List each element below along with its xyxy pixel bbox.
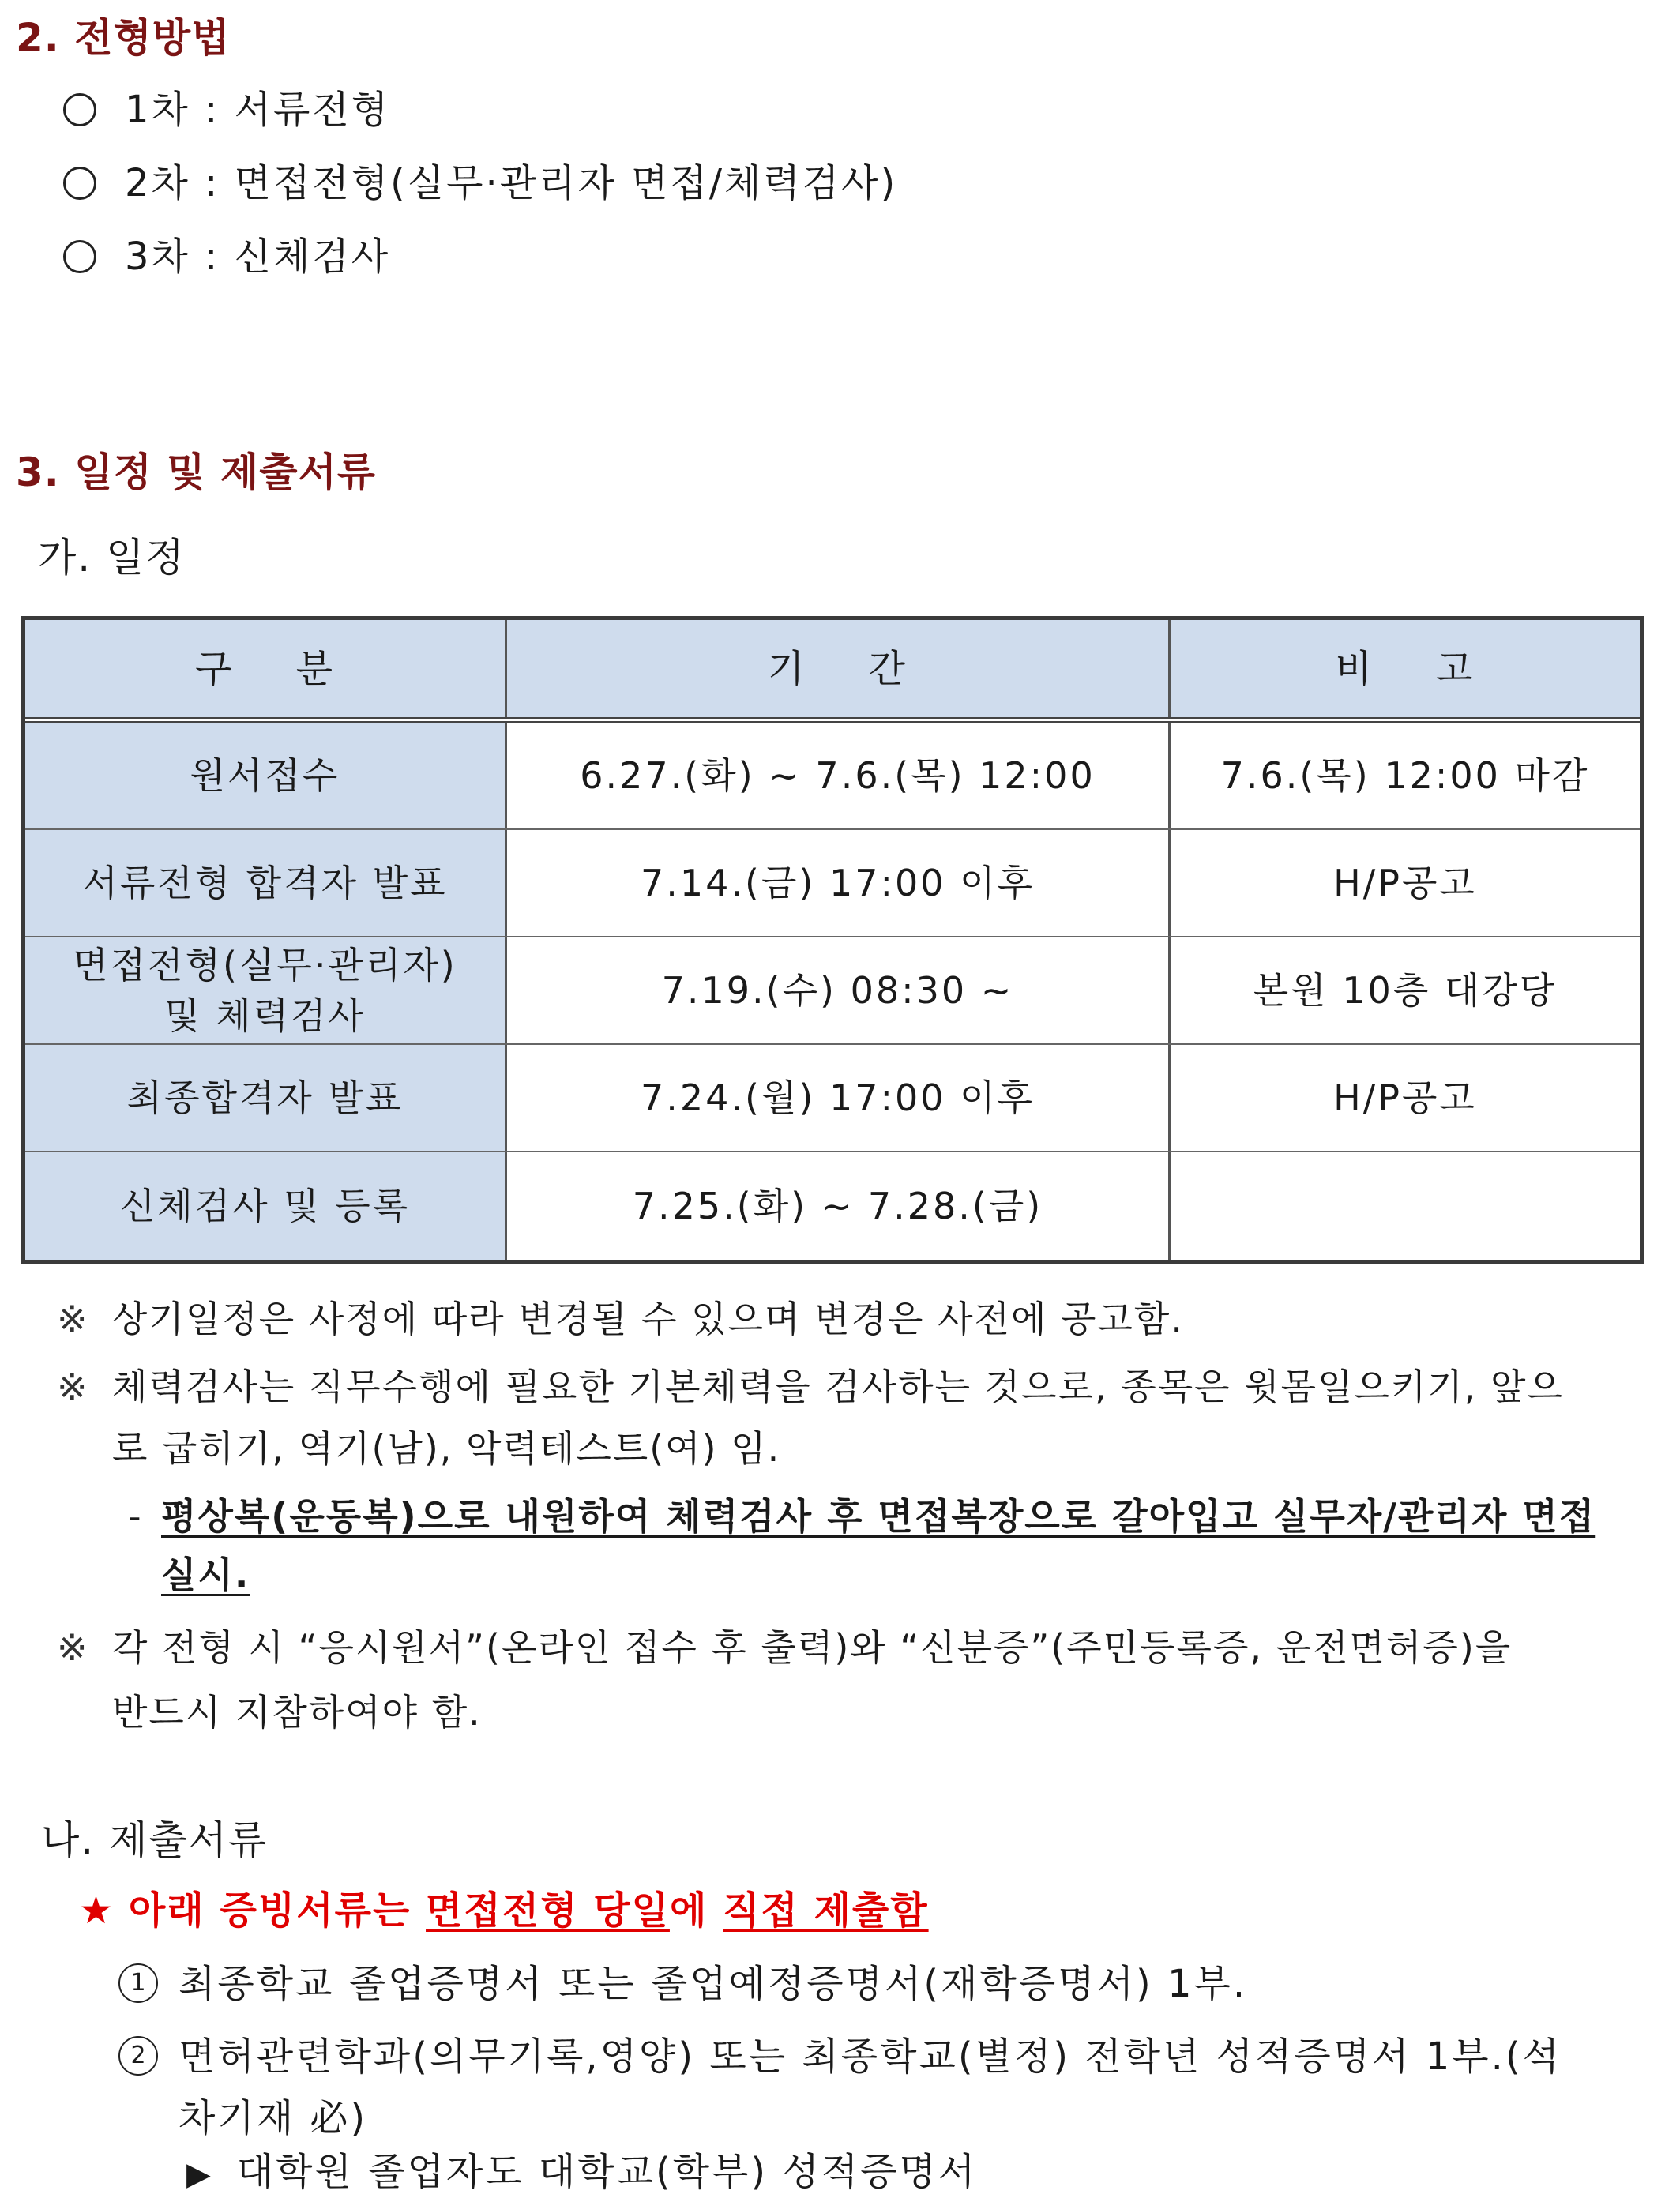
row-category-line-2: 및 체력검사 <box>164 994 366 1037</box>
header-period: 기 간 <box>507 620 1171 717</box>
row-remarks: 본원 10층 대강당 <box>1253 969 1558 1012</box>
table-row <box>25 937 1640 1045</box>
star-icon: ★ <box>79 1888 115 1933</box>
document-item-2-sub-text: 대학원 졸업자도 대학교(학부) 성적증명서 <box>236 2150 978 2194</box>
red-notice <box>79 1880 929 1934</box>
red-notice-text-2: 면접전형 당일 <box>426 1888 670 1933</box>
documents-subheading: 나. 제출서류 <box>41 1817 269 1863</box>
red-notice-text-3: 에 <box>669 1888 723 1933</box>
row-remarks: 7.6.(목) 12:00 마감 <box>1220 754 1590 797</box>
circled-number-icon: 1 <box>118 1963 158 2003</box>
method-item-1-text: 1차 : 서류전형 <box>125 88 391 132</box>
red-notice-text-1: 아래 증빙서류는 <box>129 1888 427 1933</box>
table-header-row <box>25 620 1640 723</box>
document-item-1 <box>118 1951 1247 2017</box>
circled-number-icon: 2 <box>118 2036 158 2076</box>
row-period: 7.14.(금) 17:00 이후 <box>507 830 1171 936</box>
schedule-subheading: 가. 일정 <box>38 535 186 580</box>
table-row <box>25 830 1640 937</box>
method-item-2 <box>63 152 897 207</box>
section-2-heading: 2. 전형방법 <box>16 15 231 61</box>
row-category: 최종합격자 발표 <box>25 1045 507 1151</box>
note-3-text-line-1: 각 전형 시 “응시원서”(온라인 접수 후 출력)와 “신분증”(주민등록증, 운전면허증)을 <box>112 1626 1513 1669</box>
row-category <box>25 937 507 1043</box>
table-row <box>25 723 1640 830</box>
document-item-2-text-line-1: 면허관련학과(의무기록,영양) 또는 최종학교(별정) 전학년 성적증명서 1부.(석 <box>179 2035 1562 2079</box>
section-3-heading: 3. 일정 및 제출서류 <box>16 449 377 495</box>
document-item-2 <box>118 2023 1562 2090</box>
row-remarks <box>1171 1152 1640 1260</box>
row-remarks: H/P공고 <box>1333 862 1477 904</box>
red-notice-text-4: 직접 제출함 <box>723 1888 929 1933</box>
row-period: 6.27.(화) ~ 7.6.(목) 12:00 <box>507 723 1171 828</box>
row-period: 7.19.(수) 08:30 ~ <box>507 937 1171 1043</box>
dash-bullet: - <box>128 1495 143 1538</box>
triangle-arrow-icon: ▶ <box>186 2156 213 2192</box>
circle-bullet-icon <box>63 93 96 126</box>
reference-mark-icon: ※ <box>57 1626 89 1669</box>
note-2-sub-line-2 <box>161 1542 250 1608</box>
reference-mark-icon: ※ <box>57 1366 89 1408</box>
reference-mark-icon: ※ <box>57 1298 89 1340</box>
note-1-text: 상기일정은 사정에 따라 변경될 수 있으며 변경은 사전에 공고함. <box>112 1298 1184 1340</box>
row-period: 7.24.(월) 17:00 이후 <box>507 1045 1171 1151</box>
note-2-text-line-1: 체력검사는 직무수행에 필요한 기본체력을 검사하는 것으로, 종목은 윗몸일으키기, 앞으 <box>112 1366 1564 1408</box>
row-category: 신체검사 및 등록 <box>25 1152 507 1260</box>
circle-bullet-icon <box>63 167 96 200</box>
document-item-2-sub <box>186 2148 977 2198</box>
row-category: 서류전형 합격자 발표 <box>25 830 507 936</box>
table-row <box>25 1152 1640 1260</box>
document-item-1-text: 최종학교 졸업증명서 또는 졸업예정증명서(재학증명서) 1부. <box>179 1962 1248 2006</box>
method-item-2-text: 2차 : 면접전형(실무·관리자 면접/체력검사) <box>125 161 898 205</box>
document-item-2-line-2: 차기재 必) <box>179 2096 368 2140</box>
schedule-table <box>21 616 1644 1264</box>
note-2-line-2: 로 굽히기, 역기(남), 악력테스트(여) 임. <box>112 1427 781 1470</box>
header-category: 구 분 <box>25 620 507 717</box>
note-2-sub <box>128 1483 1595 1550</box>
row-period: 7.25.(화) ~ 7.28.(금) <box>507 1152 1171 1260</box>
row-remarks: H/P공고 <box>1333 1076 1477 1119</box>
note-3 <box>57 1614 1512 1681</box>
method-item-3 <box>63 226 390 280</box>
note-2 <box>57 1354 1564 1420</box>
method-item-3-text: 3차 : 신체검사 <box>125 235 391 279</box>
note-2-sub-text-line-1: 평상복(운동복)으로 내원하여 체력검사 후 면접복장으로 갈아입고 실무자/관리자 면접 <box>161 1495 1596 1538</box>
note-2-sub-text-line-2: 실시. <box>161 1554 250 1596</box>
header-remarks: 비 고 <box>1171 620 1640 717</box>
table-row <box>25 1045 1640 1152</box>
note-3-line-2: 반드시 지참하여야 함. <box>112 1691 482 1734</box>
method-item-1 <box>63 79 390 133</box>
row-category: 원서접수 <box>25 723 507 828</box>
row-category-line-1: 면접전형(실무·관리자) <box>73 944 457 986</box>
note-1 <box>57 1286 1184 1352</box>
circle-bullet-icon <box>63 240 96 273</box>
